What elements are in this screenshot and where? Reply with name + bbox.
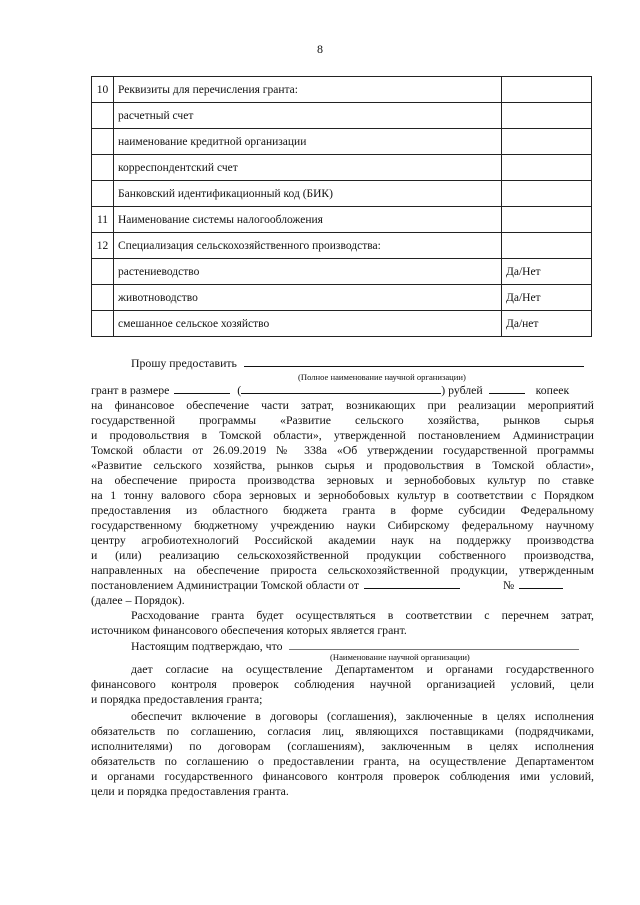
row-number: 11 (92, 207, 114, 233)
table-row (92, 207, 592, 233)
table-row (92, 181, 592, 207)
ensure-line: и органами государственного финансового контроля проверок соблюдения ими условий, (91, 769, 594, 783)
confirm-intro: Настоящим подтверждаю, что (131, 639, 283, 653)
row-value (502, 207, 592, 233)
page-number: 8 (317, 42, 323, 56)
table-row (92, 259, 592, 285)
approval-line (91, 578, 594, 593)
row-number (92, 129, 114, 155)
rubles-label: ) рублей (441, 383, 483, 397)
table-row (92, 103, 592, 129)
row-value (502, 103, 592, 129)
confirm-organization-blank (289, 639, 579, 650)
row-label: Специализация сельскохозяйственного производства: (114, 233, 502, 259)
row-label: наименование кредитной организации (114, 129, 502, 155)
request-text-line: Томской области от 26.09.2019 № 338а «Об утверждении государственной программы (91, 443, 594, 457)
row-label: расчетный счет (114, 103, 502, 129)
consent-line: дает согласие на осуществление Департаментом и органами государственного (131, 662, 594, 676)
organization-name-blank (244, 356, 584, 367)
row-number (92, 285, 114, 311)
row-label: смешанное сельское хозяйство (114, 311, 502, 337)
ensure-line: исполнителями) по договорам (соглашениям), заключенным в целях исполнения (91, 739, 594, 753)
row-number (92, 311, 114, 337)
spending-line: Расходование гранта будет осуществляться в соответствии с перечнем затрат, (131, 608, 594, 622)
row-number (92, 103, 114, 129)
row-label: Наименование системы налогообложения (114, 207, 502, 233)
row-label: Банковский идентификационный код (БИК) (114, 181, 502, 207)
table-row (92, 77, 592, 103)
row-value: Да/нет (502, 311, 592, 337)
request-text-line: на 1 тонну валового сбора зерновых и зернобобовых культур в соответствии с Порядком (91, 488, 594, 502)
request-text-line: предоставления из областного бюджета гранта в форме субсидии Федеральному (91, 503, 594, 517)
row-label: растениеводство (114, 259, 502, 285)
row-value (502, 233, 592, 259)
ensure-line: цели и порядка предоставления гранта. (91, 784, 289, 798)
requisites-table (91, 76, 592, 337)
ensure-line: обязательств по соглашению, согласия лиц, являющихся поставщиками (подрядчиками, (91, 724, 594, 738)
approval-date-blank (364, 578, 460, 589)
table-row (92, 129, 592, 155)
table-row (92, 285, 592, 311)
row-value: Да/Нет (502, 285, 592, 311)
request-text-line: «Развитие сельского хозяйства, рынков сырья и продовольствия в Томской области», (91, 458, 594, 472)
row-number: 10 (92, 77, 114, 103)
request-intro-line (91, 356, 594, 371)
row-number: 12 (92, 233, 114, 259)
grant-amount-blank (174, 383, 230, 394)
request-text-line: на обеспечение прироста производства зерновых и зернобобовых культур по ставке (91, 473, 594, 487)
row-number (92, 155, 114, 181)
request-text-line: и продовольствия в Томской области», утвержденной постановлением Администрации (91, 428, 594, 442)
request-intro: Прошу предоставить (131, 356, 237, 370)
request-text-line: и (или) реализацию сельскохозяйственной продукции собственного производства, (91, 548, 594, 562)
kopecks-blank (489, 383, 525, 394)
consent-line: и порядка предоставления гранта; (91, 692, 263, 706)
row-value (502, 155, 592, 181)
row-value (502, 129, 592, 155)
grant-amount-line (91, 383, 594, 398)
confirm-organization-caption: (Наименование научной организации) (330, 652, 470, 662)
ensure-line: обязательств по соглашению о предоставлении гранта, на осуществление Департаментом (91, 754, 594, 768)
spending-line: источником финансового обеспечения которых является грант. (91, 623, 407, 637)
request-text-line: центру агробиотехнологий Российской академии наук на поддержку производства (91, 533, 594, 547)
approval-number-blank (519, 578, 563, 589)
row-value (502, 181, 592, 207)
row-label: корреспондентский счет (114, 155, 502, 181)
organization-caption: (Полное наименование научной организации) (298, 372, 466, 382)
table-row (92, 311, 592, 337)
grant-amount-label: грант в размере (91, 383, 170, 397)
grant-amount-words-blank (241, 383, 441, 394)
hereinafter-line: (далее – Порядок). (91, 593, 185, 607)
row-label: животноводство (114, 285, 502, 311)
request-text-line: направленных на обеспечение прироста сельскохозяйственной продукции, утвержденным (91, 563, 594, 577)
request-text-line: государственному бюджетному учреждению науки Сибирскому федеральному научному (91, 518, 594, 532)
table-row (92, 233, 592, 259)
table-row (92, 155, 592, 181)
request-text-line: государственной программы «Развитие сельского хозяйства, рынков сырья (91, 413, 594, 427)
approved-by-label: постановлением Администрации Томской области от (91, 578, 360, 592)
ensure-line: обеспечит включение в договоры (соглашения), заключенные в целях исполнения (131, 709, 594, 723)
row-value (502, 77, 592, 103)
consent-line: финансового контроля проверок соблюдения научной организацией условий, цели (91, 677, 594, 691)
row-number (92, 259, 114, 285)
open-paren: ( (237, 383, 242, 397)
row-number (92, 181, 114, 207)
request-text-line: на финансовое обеспечение части затрат, возникающих при реализации мероприятий (91, 398, 594, 412)
kopecks-label: копеек (535, 383, 570, 397)
row-value: Да/Нет (502, 259, 592, 285)
row-label: Реквизиты для перечисления гранта: (114, 77, 502, 103)
number-sign: № (502, 578, 515, 592)
